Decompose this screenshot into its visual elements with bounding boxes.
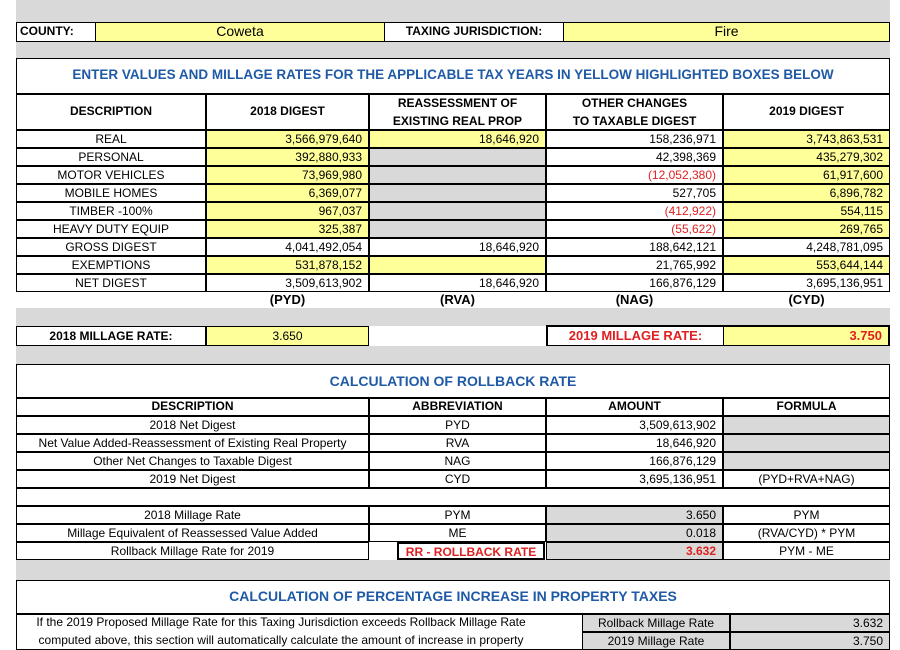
digest-other-value: (55,622) — [546, 220, 723, 238]
digest-2019-value[interactable]: 6,896,782 — [723, 184, 890, 202]
rb-row-amount: 3,509,613,902 — [546, 416, 723, 434]
spacer — [16, 560, 890, 580]
millage-2019-label: 2019 MILLAGE RATE: — [568, 328, 703, 343]
digest-2019-value[interactable]: 61,917,600 — [723, 166, 890, 184]
digest-row-label: HEAVY DUTY EQUIP — [16, 220, 206, 238]
rb-row-abbreviation: NAG — [369, 452, 546, 470]
spacer — [16, 308, 890, 326]
digest-rva-value — [369, 166, 546, 184]
increase-title: CALCULATION OF PERCENTAGE INCREASE IN PROPERTY TAXES — [229, 588, 677, 604]
rb2-row-description: Millage Equivalent of Reassessed Value Added — [16, 524, 369, 542]
rb2-row-abbreviation: PYM — [369, 506, 546, 524]
rb2-row-amount: 3.632 — [546, 542, 723, 560]
rb-col-formula: FORMULA — [776, 399, 837, 413]
digest-2018-value[interactable]: 325,387 — [206, 220, 369, 238]
digest-row-label: MOTOR VEHICLES — [16, 166, 206, 184]
digest-rva-value: 18,646,920 — [369, 274, 546, 292]
rb2-row-description: 2018 Millage Rate — [16, 506, 369, 524]
digest-2019-value[interactable]: 554,115 — [723, 202, 890, 220]
digest-2018-value[interactable]: 967,037 — [206, 202, 369, 220]
rb-row-abbreviation: PYD — [369, 416, 546, 434]
millage-2019-input[interactable]: 3.750 — [723, 327, 888, 345]
instruction-text: ENTER VALUES AND MILLAGE RATES FOR THE APPLICABLE TAX YEARS IN YELLOW HIGHLIGHTED BOXES BELOW — [72, 67, 834, 82]
digest-2019-value[interactable]: 435,279,302 — [723, 148, 890, 166]
digest-other-value: (412,922) — [546, 202, 723, 220]
millage-2018-input[interactable]: 3.650 — [206, 326, 369, 346]
digest-rva-value — [369, 202, 546, 220]
digest-col-2018: 2018 DIGEST — [250, 104, 325, 118]
top-strip — [16, 0, 890, 22]
digest-2018-value[interactable]: 392,880,933 — [206, 148, 369, 166]
increase-text-1: If the 2019 Proposed Millage Rate for this Taxing Jurisdiction exceeds Rollback Millage Rate — [36, 615, 526, 629]
spacer — [16, 488, 890, 506]
abbr-rva: (RVA) — [440, 292, 475, 307]
abbr-nag: (NAG) — [615, 292, 654, 307]
digest-row-label: MOBILE HOMES — [16, 184, 206, 202]
rollback-table-1 — [16, 416, 890, 488]
rb2-row-formula: PYM — [723, 506, 890, 524]
digest-other-value: 21,765,992 — [546, 256, 723, 274]
digest-other-value: 188,642,121 — [546, 238, 723, 256]
digest-rva-value: 18,646,920 — [369, 238, 546, 256]
rb-row-abbreviation: RVA — [369, 434, 546, 452]
spreadsheet — [16, 0, 890, 650]
digest-col-rva-line1: REASSESSMENT OF — [397, 96, 518, 110]
digest-row-label: EXEMPTIONS — [16, 256, 206, 274]
rb2-row-description: Rollback Millage Rate for 2019 — [16, 542, 369, 560]
digest-other-value: 42,398,369 — [546, 148, 723, 166]
digest-2019-value[interactable]: 3,743,863,531 — [723, 130, 890, 148]
rb-row-formula — [723, 434, 890, 452]
digest-2018-value[interactable]: 531,878,152 — [206, 256, 369, 274]
digest-row-label: TIMBER -100% — [16, 202, 206, 220]
rb-row-description: Other Net Changes to Taxable Digest — [16, 452, 369, 470]
rb-row-amount: 3,695,136,951 — [546, 470, 723, 488]
rb-row-amount: 166,876,129 — [546, 452, 723, 470]
rb2-row-abbreviation: ME — [369, 524, 546, 542]
rb-row-formula — [723, 452, 890, 470]
rb-col-abbreviation: ABBREVIATION — [412, 399, 503, 413]
rb-row-description: Net Value Added-Reassessment of Existing Real Property — [16, 434, 369, 452]
rb2-row-formula: (RVA/CYD) * PYM — [723, 524, 890, 542]
jurisdiction-label: TAXING JURISDICTION: — [405, 24, 543, 38]
digest-row-label: REAL — [16, 130, 206, 148]
rb2-row-abbreviation: RR - ROLLBACK RATE — [397, 542, 545, 560]
digest-col-rva-line2: EXISTING REAL PROP — [392, 114, 523, 128]
digest-2018-value[interactable]: 73,969,980 — [206, 166, 369, 184]
county-label: COUNTY: — [20, 24, 74, 38]
rb-row-amount: 18,646,920 — [546, 434, 723, 452]
digest-2018-value: 4,041,492,054 — [206, 238, 369, 256]
digest-rva-value[interactable] — [369, 256, 546, 274]
digest-rva-value[interactable]: 18,646,920 — [369, 130, 546, 148]
rb-row-formula: (PYD+RVA+NAG) — [723, 470, 890, 488]
increase-text-2: computed above, this section will automatically calculate the amount of increase in property — [38, 633, 524, 647]
digest-2018-value[interactable]: 6,369,077 — [206, 184, 369, 202]
digest-table — [16, 130, 890, 292]
digest-col-other-line1: OTHER CHANGES — [581, 96, 688, 110]
rb-row-formula — [723, 416, 890, 434]
digest-2019-value: 3,695,136,951 — [723, 274, 890, 292]
digest-rva-value — [369, 220, 546, 238]
digest-row-label: PERSONAL — [16, 148, 206, 166]
digest-other-value: 158,236,971 — [546, 130, 723, 148]
increase-rollback-label: Rollback Millage Rate — [582, 614, 730, 632]
digest-rva-value — [369, 184, 546, 202]
digest-col-2019: 2019 DIGEST — [769, 104, 844, 118]
rb-row-description: 2018 Net Digest — [16, 416, 369, 434]
digest-2019-value[interactable]: 553,644,144 — [723, 256, 890, 274]
jurisdiction-input[interactable]: Fire — [563, 22, 890, 42]
digest-row-label: NET DIGEST — [16, 274, 206, 292]
abbr-pyd: (PYD) — [269, 292, 306, 307]
abbr-cyd: (CYD) — [788, 292, 825, 307]
increase-2019-label: 2019 Millage Rate — [582, 632, 730, 650]
rb-col-amount: AMOUNT — [608, 399, 661, 413]
rollback-table-2 — [16, 506, 890, 560]
millage-2018-label: 2018 MILLAGE RATE: — [16, 326, 206, 346]
rb2-row-formula: PYM - ME — [723, 542, 890, 560]
rb-col-description: DESCRIPTION — [151, 399, 234, 413]
digest-other-value: 166,876,129 — [546, 274, 723, 292]
spacer — [16, 346, 890, 364]
digest-2018-value: 3,509,613,902 — [206, 274, 369, 292]
digest-2019-value: 4,248,781,095 — [723, 238, 890, 256]
digest-other-value: (12,052,380) — [546, 166, 723, 184]
digest-2018-value[interactable]: 3,566,979,640 — [206, 130, 369, 148]
rb2-row-amount: 3.650 — [546, 506, 723, 524]
digest-col-description: DESCRIPTION — [69, 104, 152, 118]
digest-col-other-line2: TO TAXABLE DIGEST — [572, 114, 697, 128]
digest-rva-value — [369, 148, 546, 166]
rb-row-abbreviation: CYD — [369, 470, 546, 488]
rb2-row-amount: 0.018 — [546, 524, 723, 542]
increase-rollback-value: 3.632 — [730, 614, 890, 632]
rollback-title: CALCULATION OF ROLLBACK RATE — [329, 373, 577, 389]
rb-row-description: 2019 Net Digest — [16, 470, 369, 488]
increase-2019-value: 3.750 — [730, 632, 890, 650]
digest-2019-value[interactable]: 269,765 — [723, 220, 890, 238]
spacer — [16, 42, 890, 58]
county-input[interactable]: Coweta — [95, 22, 385, 42]
digest-other-value: 527,705 — [546, 184, 723, 202]
digest-row-label: GROSS DIGEST — [16, 238, 206, 256]
